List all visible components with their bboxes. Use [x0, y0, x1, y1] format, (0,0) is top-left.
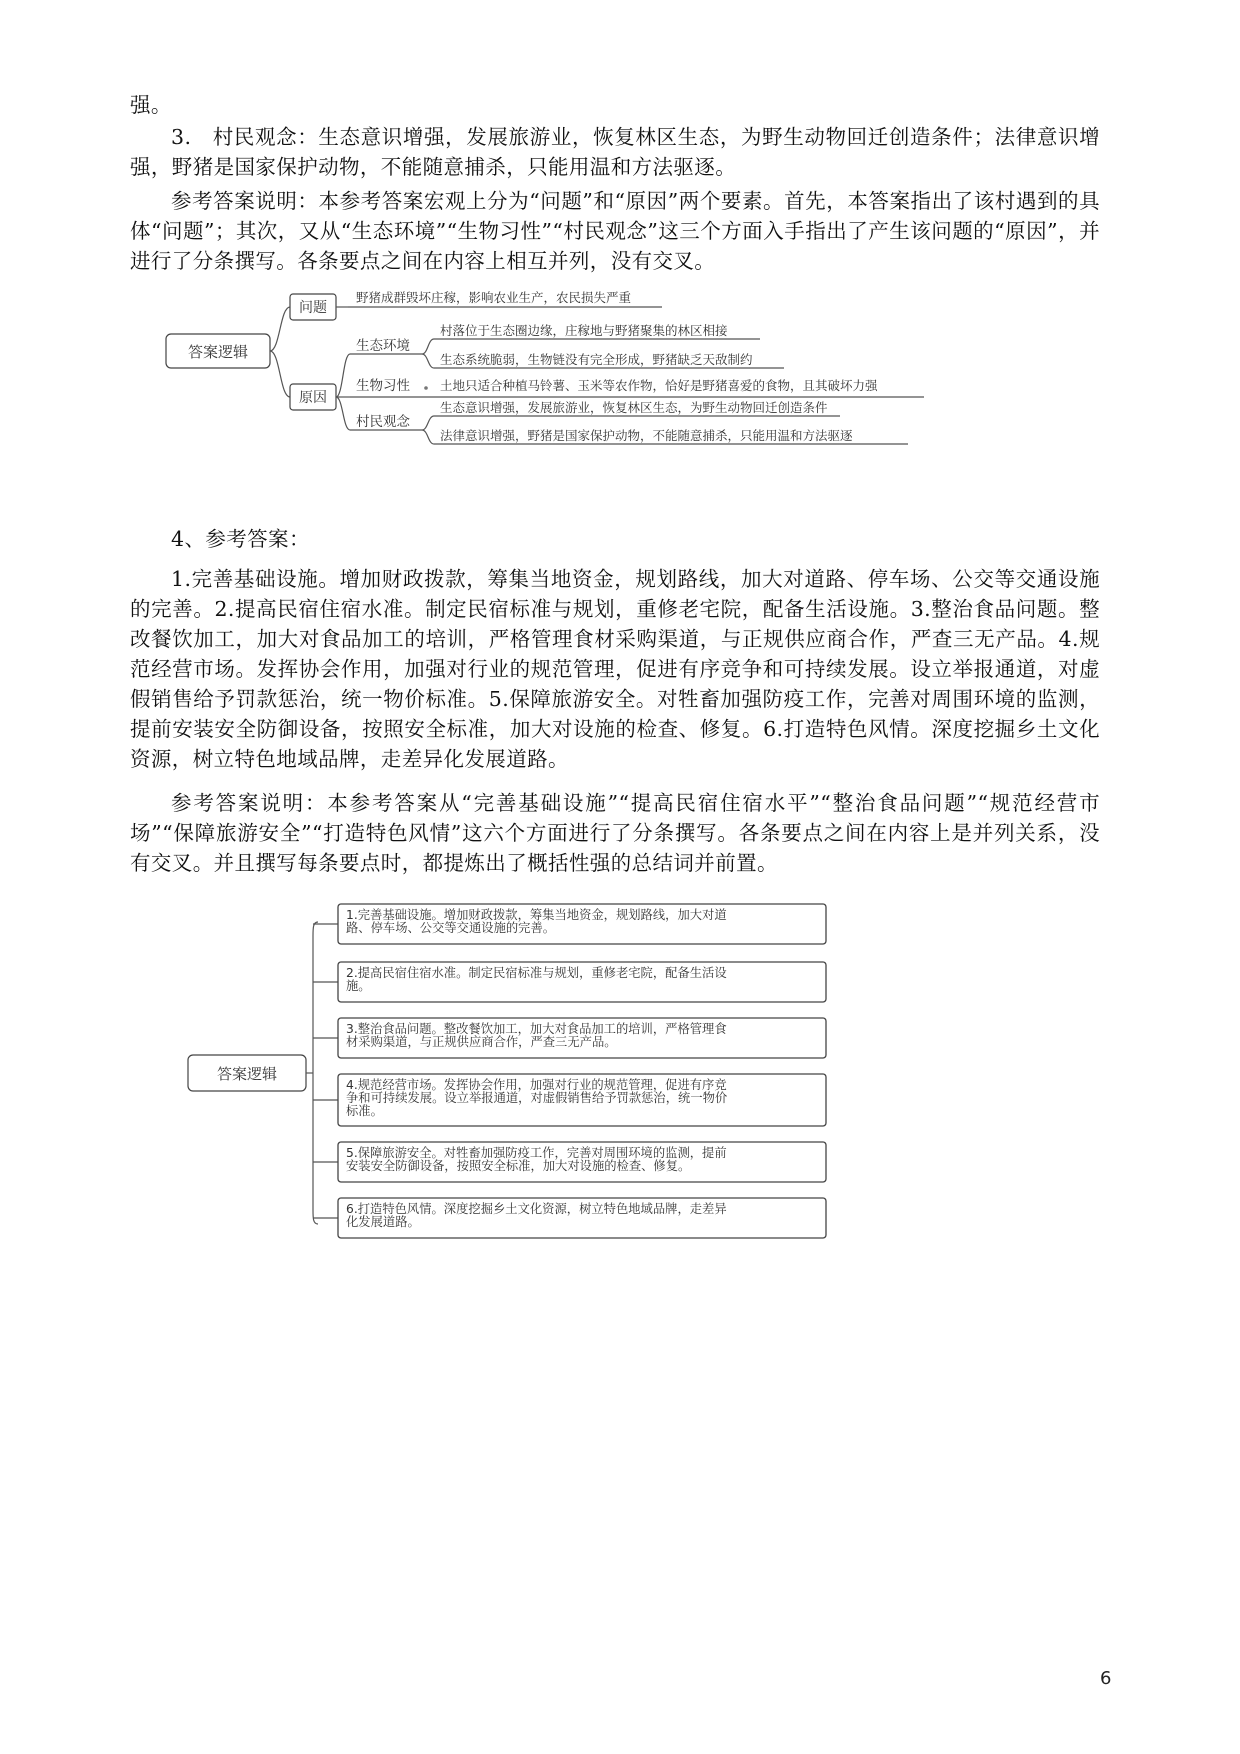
mindmap-1-ecology-item: 生态系统脆弱，生物链没有完全形成，野猪缺乏天敌制约 — [440, 352, 753, 367]
mindmap-1-connector — [422, 354, 434, 368]
mindmap-1-ecology-label: 生态环境 — [356, 338, 410, 354]
mindmap-1-root: 答案逻辑 — [187, 343, 249, 361]
paragraph-top: 强。 — [130, 93, 172, 117]
mindmap-1-connector — [422, 430, 434, 444]
mindmap-2-box-line: 1.完善基础设施。增加财政拨款，筹集当地资金，规划路线，加大对道 — [346, 908, 727, 922]
mindmap-1-connector — [422, 416, 434, 430]
mindmap-1-ecology-item: 村落位于生态圈边缘，庄稼地与野猪聚集的林区相接 — [440, 323, 728, 338]
mindmap-1-connector — [270, 351, 290, 397]
mindmap-2-box-line: 争和可持续发展。设立举报通道，对虚假销售给予罚款惩治，统一物价 — [346, 1091, 728, 1105]
mindmap-1-problem-text: 野猪成群毁坏庄稼，影响农业生产，农民损失严重 — [356, 290, 632, 305]
mindmap-1-connector — [336, 354, 350, 397]
mindmap-1-villager-item: 生态意识增强，发展旅游业，恢复林区生态，为野生动物回迁创造条件 — [440, 400, 828, 415]
mindmap-2-box-line: 标准。 — [346, 1104, 383, 1118]
mindmap-1-villager-item: 法律意识增强，野猪是国家保护动物，不能随意捕杀，只能用温和方法驱逐 — [440, 428, 853, 443]
mindmap-1-connector — [270, 307, 290, 351]
paragraph-3: 3. 村民观念：生态意识增强，发展旅游业，恢复林区生态，为野生动物回迁创造条件；法律意识增强，野猪是国家保护动物，不能随意捕杀，只能用温和方法驱逐。 — [130, 125, 1100, 179]
mindmap-2 — [180, 892, 840, 1252]
mindmap-2-box-line: 安装安全防御设备，按照安全标准，加大对设施的检查、修复。 — [346, 1159, 691, 1173]
mindmap-2-box-line: 路、停车场、公交等交通设施的完善。 — [346, 921, 556, 935]
mindmap-1-dot — [424, 386, 428, 390]
mindmap-1-connector — [336, 397, 350, 430]
mindmap-2-box-line: 施。 — [346, 979, 371, 993]
mindmap-1-problem-label: 问题 — [299, 300, 327, 316]
paragraph-explanation-2: 参考答案说明：本参考答案从“完善基础设施”“提高民宿住宿水平”“整治食品问题”“规范经营市场”“保障旅游安全”“打造特色风情”这六个方面进行了分条撰写。各条要点之间在内容上是并列关系，没有交叉。并且撰写每条要点时，都提炼出了概括性强的总结词并前置。 — [130, 791, 1100, 875]
mindmap-2-box-line: 4.规范经营市场。发挥协会作用，加强对行业的规范管理，促进有序竞 — [346, 1078, 727, 1092]
mindmap-1-cause-label: 原因 — [299, 390, 327, 406]
mindmap-2-box-line: 5.保障旅游安全。对牲畜加强防疫工作，完善对周围环境的监测，提前 — [346, 1146, 727, 1160]
paragraph-explanation-1: 参考答案说明：本参考答案宏观上分为“问题”和“原因”两个要素。首先，本答案指出了该村遇到的具体“问题”；其次，又从“生态环境”“生物习性”“村民观念”这三个方面入手指出了产生该问题的“原因”，并进行了分条撰写。各条要点之间在内容上相互并列，没有交叉。 — [130, 189, 1100, 273]
paragraph-answer-4: 1.完善基础设施。增加财政拨款，筹集当地资金，规划路线，加大对道路、停车场、公交等交通设施的完善。2.提高民宿住宿水准。制定民宿标准与规划，重修老宅院，配备生活设施。3.整治食品问题。整改餐饮加工，加大对食品加工的培训，严格管理食材采购渠道，与正规供应商合作，严查三无产品。4.规范经营市场。发挥协会作用，加强对行业的规范管理，促进有序竞争和可持续发展。设立举报通道，对虚假销售给予罚款惩治，统一物价标准。5.保障旅游安全。对牲畜加强防疫工作，完善对周围环境的监测，提前安装安全防御设备，按照安全标准，加大对设施的检查、修复。6.打造特色风情。深度挖掘乡土文化资源，树立特色地域品牌，走差异化发展道路。 — [130, 567, 1100, 771]
mindmap-1-habit-label: 生物习性 — [356, 378, 410, 394]
heading-answer-4: 4、参考答案： — [171, 527, 310, 551]
mindmap-2-boxes — [313, 904, 826, 1238]
mindmap-2-box-line: 2.提高民宿住宿水准。制定民宿标准与规划，重修老宅院，配备生活设 — [346, 966, 727, 980]
mindmap-2-box-line: 6.打造特色风情。深度挖掘乡土文化资源，树立特色地域品牌，走差异 — [346, 1202, 727, 1216]
mindmap-2-box-line: 3.整治食品问题。整改餐饮加工，加大对食品加工的培训，严格管理食 — [346, 1022, 727, 1036]
mindmap-2-root: 答案逻辑 — [216, 1065, 278, 1083]
mindmap-1-villager-label: 村民观念 — [356, 414, 410, 430]
mindmap-2-box-line: 化发展道路。 — [346, 1215, 420, 1229]
mindmap-1-habit-text: 土地只适合种植马铃薯、玉米等农作物，恰好是野猪喜爱的食物，且其破坏力强 — [440, 378, 878, 393]
mindmap-2-connector — [313, 922, 318, 1224]
page-number: 6 — [1100, 1668, 1112, 1689]
mindmap-1 — [150, 282, 930, 452]
mindmap-2-box-line: 材采购渠道，与正规供应商合作，严查三无产品。 — [346, 1035, 617, 1049]
mindmap-1-connector — [422, 339, 434, 354]
